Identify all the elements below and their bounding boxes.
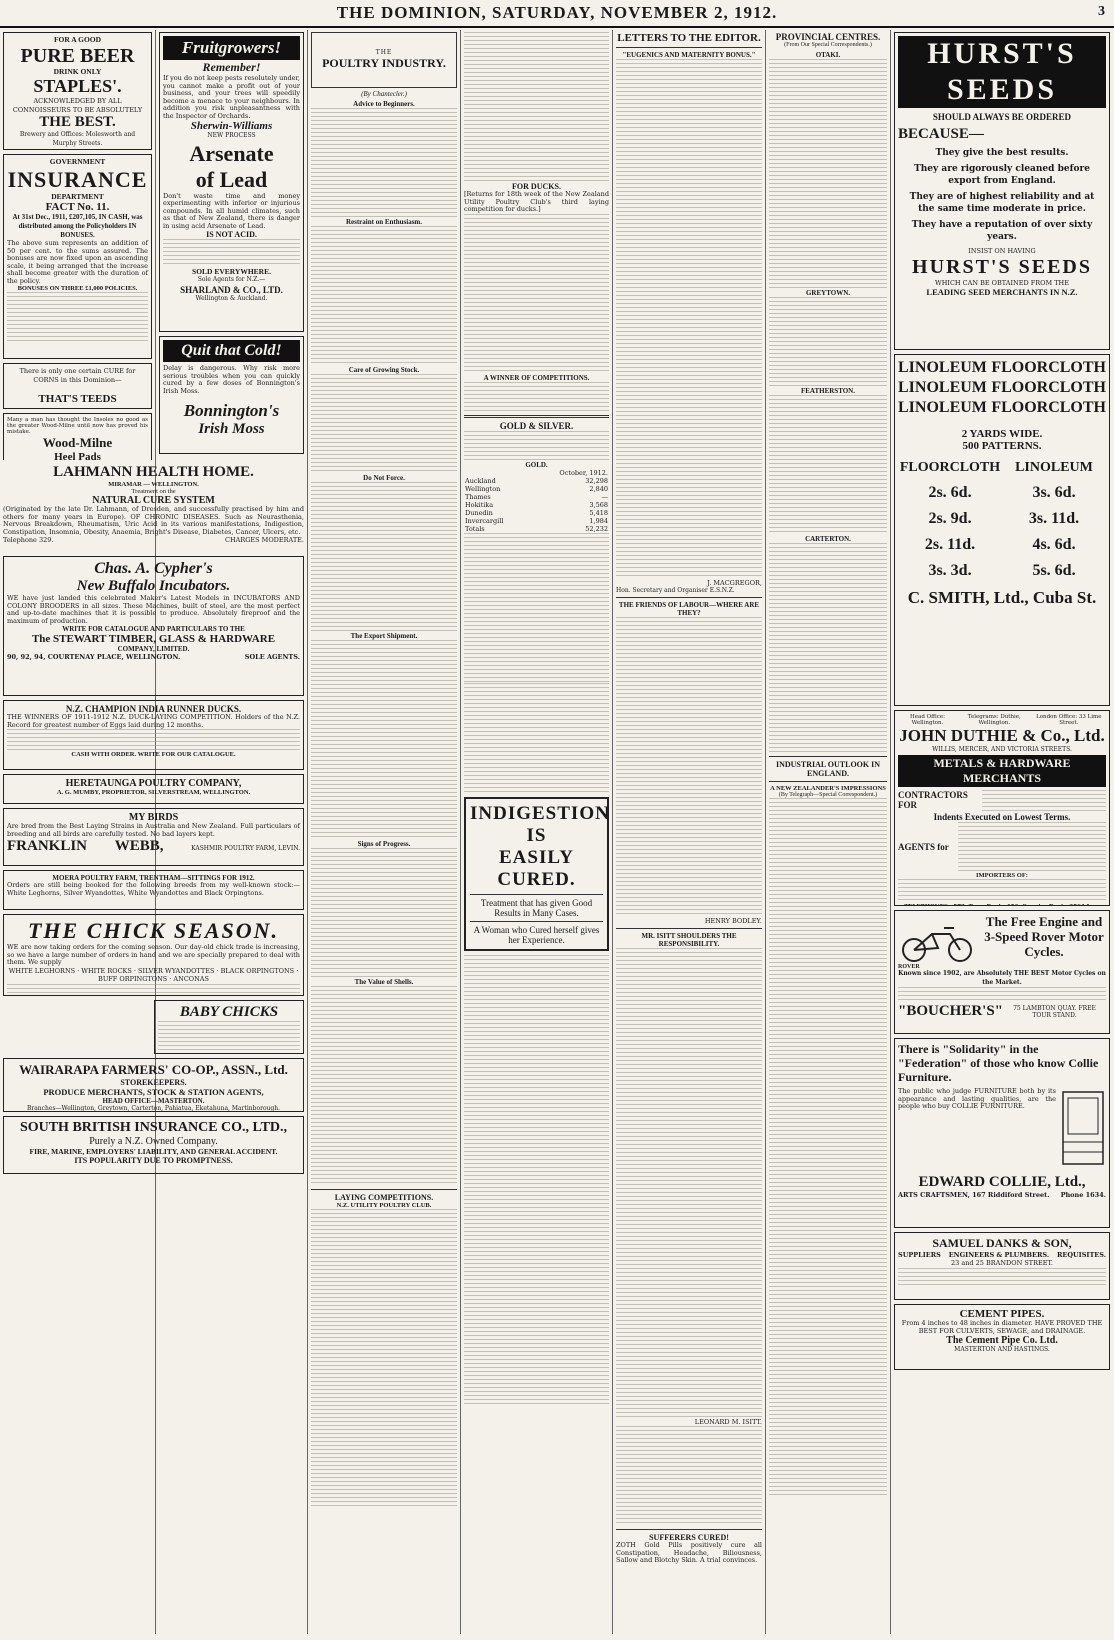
letter-text [616, 617, 762, 917]
ad-headline: THE CHICK SEASON. [27, 918, 279, 943]
collie-furniture-ad [894, 1038, 1110, 1228]
wood-milne-heel-pads-ad [3, 413, 152, 460]
ad-line: Wellington & Auckland. [195, 294, 268, 302]
column-7-ads [891, 30, 1113, 1634]
ad-line: STOREKEEPERS. [120, 1078, 187, 1087]
article-text [769, 798, 887, 1498]
table-cell-value: 1,984 [589, 516, 608, 525]
ad-firm: The STEWART TIMBER, GLASS & HARDWARE [31, 633, 276, 645]
subheading: CARTERTON. [805, 535, 851, 543]
indigestion-ad [464, 797, 609, 951]
ad-line: WRITE FOR CATALOGUE AND PARTICULARS TO THE [62, 625, 245, 633]
reason-item: They give the best results. [935, 148, 1069, 158]
hursts-seeds-ad [894, 32, 1110, 350]
ad-reasons [904, 147, 1100, 243]
price: 4s. 6d. [1032, 536, 1076, 553]
table-cell-value: — [601, 492, 608, 501]
ad-headline: PURE BEER [20, 44, 135, 67]
baby-chicks-ad: BABY CHICKS [154, 1000, 304, 1054]
ad-headline: Fruitgrowers! [163, 36, 300, 60]
ad-line: Treatment on the [131, 488, 176, 495]
subheading: INDUSTRIAL OUTLOOK IN ENGLAND. [775, 760, 881, 778]
column-4 [461, 30, 612, 1634]
ad-brand: Irish Moss [198, 421, 265, 437]
ad-line: Purely a N.Z. Owned Company. [89, 1136, 218, 1147]
ad-line: GOVERNMENT [49, 157, 106, 166]
silver-returns [464, 533, 609, 683]
ad-line: Sole Agents for N.Z.— [197, 276, 266, 283]
letter-text [616, 948, 762, 1418]
ad-line: CONTRACTORS FOR [898, 789, 968, 810]
masthead-title: THE DOMINION, SATURDAY, NOVEMBER 2, 1912. [336, 3, 778, 22]
ad-phone: Telephone 329. [3, 536, 54, 544]
ad-line: WHICH CAN BE OBTAINED FROM THE [935, 278, 1069, 287]
ad-headline: There is "Solidarity" in the "Federation" of those who know Collie Furniture. [898, 1042, 1099, 1084]
lino-row [898, 398, 1106, 418]
letter-text [616, 59, 762, 579]
ad-headline: of Lead [195, 166, 268, 192]
ad-headline: EASILY CURED. [497, 846, 576, 890]
ad-headline: Heel Pads [54, 451, 101, 460]
ad-headline: Quit that Cold! [163, 340, 300, 362]
ad-line: CHARGES MODERATE. [224, 536, 304, 544]
arsenate-of-lead-ad [159, 32, 304, 332]
article-text [769, 543, 887, 753]
table-cell-value: 3,568 [589, 500, 608, 509]
ad-headline: HURST'S SEEDS [912, 255, 1092, 278]
ad-headline: SEEDS [898, 72, 1106, 108]
subheading: A NEW ZEALANDER'S IMPRESSIONS [770, 785, 886, 792]
subheading: GOLD & SILVER. [499, 420, 574, 431]
price-grid [898, 480, 1106, 584]
price: 2s. 9d. [928, 510, 972, 527]
cement-pipes-ad [894, 1304, 1110, 1370]
table-cell-name: Invercargill [465, 516, 504, 525]
floorcloth-word: FLOORCLOTH [991, 399, 1106, 416]
ad-firm: EDWARD COLLIE, Ltd., [918, 1174, 1086, 1190]
subheading: Signs of Progress. [357, 840, 411, 848]
ad-headline: SOUTH BRITISH INSURANCE CO., LTD., [19, 1120, 288, 1135]
ad-body: Don't waste time and money experimenting with inferior or injurious compounds. In all humid climates, such as that of New Zealand, there is danger in using acid Arsenate of Lead. [163, 191, 300, 230]
ad-line: AGENTS for [898, 841, 949, 852]
ad-line: DEPARTMENT [51, 191, 104, 201]
ad-headline: CEMENT PIPES. [959, 1308, 1045, 1320]
table-total-label: Totals [465, 524, 485, 533]
table-cell-name: Hokitika [465, 500, 494, 509]
article-text [311, 640, 457, 840]
table-cell-value: 2,840 [589, 484, 608, 493]
ad-headline: LAHMANN HEALTH HOME. [53, 464, 254, 480]
table-cell-value: 32,298 [585, 476, 608, 485]
ad-headline: New Buffalo Incubators. [76, 578, 231, 594]
signature: LEONARD M. ISITT. [694, 1418, 762, 1426]
subheading: Care of Growing Stock. [348, 366, 420, 374]
results-table-continued [464, 32, 609, 182]
section-title: POULTRY INDUSTRY. [322, 56, 446, 70]
ad-firm: The Cement Pipe Co. Ltd. [946, 1335, 1058, 1346]
columns-1-2-lower [0, 554, 307, 1634]
moera-poultry-farm-ad [3, 870, 304, 910]
ad-body-illegible [7, 984, 300, 994]
wairarapa-farmers-ad [3, 1058, 304, 1112]
rover-motor-cycles-ad [894, 910, 1110, 1034]
section-subtitle: (From Our Special Correspondents.) [784, 42, 872, 48]
subheading: A WINNER OF COMPETITIONS. [483, 373, 590, 382]
reason-item: They are of highest reliability and at the same time moderate in price. [909, 192, 1095, 214]
ad-headline: MY BIRDS [128, 812, 179, 823]
ad-body: (Originated by the late Dr. Lahmann, of Dresden, and successfully practised by him and others for many years in Europe). OF CHRONIC DISEASES. Such as Neurasthenia, Nervous Breakdown, Rheumatism, Uric Acid in its various manifestations, Indigestion, Constipation, Insomnia, Obesity, Anaemia, Bright's Disease, Diabetes, Cancer, Ulcers, etc. [3, 505, 304, 536]
table-row [464, 493, 609, 501]
article-note: [Returns for 18th week of the New Zealand Utility Poultry Club's third laying competition for ducks.] [464, 190, 609, 213]
signature: HENRY BODLEY. [704, 917, 762, 925]
chick-season-ad [3, 914, 304, 996]
price: 3s. 3d. [928, 562, 972, 579]
ad-body-illegible [7, 729, 300, 751]
floorcloth-word: FLOORCLOTH [991, 379, 1106, 396]
ad-line: NATURAL CURE SYSTEM [92, 495, 215, 506]
ad-name: FRANKLIN [7, 838, 88, 854]
ad-body: Delay is dangerous. Why risk more serious troubles when you can quickly cured by a few doses of Bonnington's Irish Moss. [163, 364, 300, 395]
ad-address: KASHMIR POULTRY FARM, LEVIN. [191, 845, 300, 852]
article-text [464, 955, 609, 1405]
ad-headline: INSURANCE [7, 166, 148, 192]
ad-line: FIRE, MARINE, EMPLOYERS' LIABILITY, AND GENERAL ACCIDENT. [29, 1147, 278, 1156]
lino-word: LINOLEUM [898, 359, 987, 376]
ad-line: REQUISITES. [1057, 1251, 1106, 1259]
ad-line: THE BEST. [39, 114, 116, 130]
ad-body: WE have just landed this celebrated Maker's Latest Models in INCUBATORS AND COLONY BROODERS in all sizes. These Machines, built of steel, are the most perfect and up-to-date machines that it is possible to produce. Absolutely fireproof and the maximum of production. [7, 594, 300, 625]
article-text [311, 108, 457, 218]
subheading: "EUGENICS AND MATERNITY BONUS." [622, 51, 756, 59]
ad-brand: Bonnington's [183, 401, 280, 420]
subheading: The Value of Shells. [354, 978, 414, 986]
section-title: PROVINCIAL CENTRES. [775, 32, 881, 42]
cypher-incubators-ad [3, 556, 304, 696]
ad-address [7, 994, 300, 997]
ad-line: FACT No. 11. [45, 201, 110, 213]
ad-line: A Woman who Cured herself gives her Experience. [473, 924, 600, 945]
john-duthie-ad [894, 710, 1110, 906]
bonningtons-irish-moss-ad [159, 336, 304, 454]
subheading: FEATHERSTON. [800, 387, 855, 395]
ducks-results-table [464, 214, 609, 374]
lahmann-health-home-ad [0, 462, 307, 550]
linoleum-floorcloth-ad [894, 354, 1110, 706]
column-5-letters [613, 30, 765, 1634]
south-british-insurance-ad [3, 1116, 304, 1174]
ad-brand: THAT'S TEEDS [38, 393, 117, 405]
samuel-danks-ad [894, 1232, 1110, 1300]
ad-body: ZOTH Gold Pills positively cure all Constipation, Headache, Biliousness, Sallow and Blotchy Skin. A trial convinces. [616, 1541, 762, 1564]
ad-line: SHOULD ALWAYS BE ORDERED [932, 112, 1072, 122]
ad-line: Treatment that has given Good Results in Many Cases. [480, 897, 593, 918]
ad-line: PRODUCE MERCHANTS, STOCK & STATION AGENTS, [43, 1087, 264, 1097]
page-number: 3 [1098, 4, 1106, 19]
ad-headline: MOERA POULTRY FARM, TRENTHAM—SITTINGS FOR 1912. [52, 874, 255, 882]
ad-address: Brewery and Offices: Molesworth and Murphy Streets. [19, 131, 136, 147]
price: 3s. 11d. [1028, 510, 1080, 527]
ad-line: ACKNOWLEDGED BY ALL CONNOISSEURS TO BE ABSOLUTELY [12, 97, 143, 114]
subheading: LAYING COMPETITIONS. [334, 1193, 434, 1202]
signature-title: Hon. Secretary and Organiser E.S.N.Z. [616, 587, 735, 594]
ad-headline: Wood-Milne [42, 435, 113, 450]
letter-text [616, 1426, 762, 1526]
wardrobe-icon [1060, 1088, 1106, 1168]
ad-line: CASH WITH ORDER. WRITE FOR OUR CATALOGUE. [71, 751, 236, 758]
ad-line: SOLD EVERYWHERE. [192, 267, 271, 276]
price-column-header: FLOORCLOTH [899, 460, 1001, 475]
lino-word: LINOLEUM [898, 399, 987, 416]
ad-line: A. G. MUMBY, PROPRIETOR, SILVERSTREAM, WELLINGTON. [56, 789, 251, 796]
ad-line: Head Office: Wellington. [910, 714, 945, 726]
price: 5s. 6d. [1032, 562, 1076, 579]
teeds-corn-cure-ad [3, 363, 152, 409]
article-text [311, 374, 457, 474]
ad-line: COMPANY, LIMITED. [117, 645, 190, 653]
ad-body: Orders are still being booked for the following breeds from my well-known stock:—White Leghorns, Silver Wyandottes, White Wyandottes and Black Orpingtons. [7, 881, 300, 897]
ad-body-illegible [163, 239, 300, 267]
ad-line: INSIST ON HAVING [968, 247, 1036, 255]
article-text [769, 59, 887, 289]
subheading: The Export Shipment. [350, 632, 418, 640]
ad-line: At 31st Dec., 1911, £207,105, IN CASH, was distributed among the Policyholders IN BONUSES. [12, 213, 143, 239]
ad-line: FOR A GOOD [53, 35, 102, 44]
article-text [464, 382, 609, 412]
ad-firm: SHARLAND & CO., LTD. [180, 284, 283, 295]
subheading: GREYTOWN. [805, 289, 851, 297]
ad-address: 75 LAMBTON QUAY. FREE TOUR STAND. [1013, 1004, 1096, 1019]
competition-results [311, 1209, 457, 1509]
article-text [464, 683, 609, 793]
subheading: THE FRIENDS OF LABOUR—WHERE ARE THEY? [618, 601, 760, 617]
subheading: Restraint on Enthusiasm. [345, 218, 423, 226]
table-cell-name: Wellington [465, 484, 501, 493]
ad-headline: JOHN DUTHIE & Co., Ltd. [899, 726, 1105, 745]
ad-body-illegible [158, 1021, 300, 1051]
floorcloth-word: FLOORCLOTH [991, 359, 1106, 376]
table-row [464, 485, 609, 493]
byline: (By Chantecler.) [361, 90, 407, 98]
ad-line: 500 PATTERNS. [962, 440, 1042, 452]
table-row [464, 517, 609, 525]
ad-line: 2 YARDS WIDE. [961, 428, 1043, 440]
bonus-table-illegible [7, 292, 148, 342]
lino-row [898, 378, 1106, 398]
table-total-value: 52,232 [585, 524, 608, 533]
ad-line: MIRAMAR — WELLINGTON. [108, 481, 199, 488]
price: 3s. 6d. [1032, 484, 1076, 501]
reason-item: They have a reputation of over sixty years. [911, 220, 1093, 242]
ad-brand: ROVER [898, 964, 920, 970]
ad-headline: The Free Engine and 3-Speed Rover Motor Cycles. [984, 914, 1104, 959]
ad-line: HEAD OFFICE—MASTERTON. [102, 1097, 205, 1105]
ad-line: IS NOT ACID. [206, 230, 257, 239]
poultry-industry-masthead: THE POULTRY INDUSTRY. [311, 32, 457, 88]
staples-beer-ad [3, 32, 152, 150]
ad-name: WEBB, [114, 838, 164, 854]
column-2-top [156, 30, 307, 460]
table-title: GOLD. [525, 460, 548, 469]
ad-line: There is only one certain CURE for CORNS in this Dominion— [19, 367, 136, 384]
article-text [311, 986, 457, 1186]
ad-line: LEADING SEED MERCHANTS IN N.Z. [926, 287, 1078, 297]
ad-headline: INDIGESTION IS [470, 802, 610, 846]
india-runner-ducks-ad [3, 700, 304, 770]
subheading: OTAKI. [815, 51, 841, 59]
table-cell-name: Dunedin [465, 508, 493, 517]
table-header: October, 1912. [559, 468, 608, 477]
ad-list: WHITE LEGHORNS · WHITE ROCKS · SILVER WYANDOTTES · BLACK ORPINGTONS · BUFF ORPINGTONS · ANCONAS [8, 966, 299, 983]
ad-banner: METALS & HARDWARE MERCHANTS [898, 755, 1106, 787]
subheading: N.Z. UTILITY POULTRY CLUB. [336, 1202, 432, 1209]
price: 2s. 11d. [924, 536, 976, 553]
ad-address: 90, 92, 94, COURTENAY PLACE, WELLINGTON. [7, 653, 181, 661]
ad-brand: STAPLES'. [33, 76, 122, 96]
ad-line: SUPPLIERS [898, 1251, 941, 1259]
government-insurance-ad [3, 154, 152, 359]
price: 2s. 6d. [928, 484, 972, 501]
ad-table-title: BONUSES ON THREE £1,000 POLICIES. [17, 285, 138, 292]
ad-body: Are bred from the Best Laying Strains in Australia and New Zealand. Full particulars of breeding and all birds are carefully tested. No bad layers kept. [7, 822, 300, 838]
ad-line: IMPORTERS OF: [976, 871, 1028, 879]
ad-body: Known since 1902, are Absolutely THE BEST Motor Cycles on the Market. [898, 970, 1106, 986]
ad-address: 23 and 25 BRANDON STREET. [951, 1259, 1053, 1267]
ad-headline: SAMUEL DANKS & SON, [932, 1236, 1072, 1250]
ad-headline: Arsenate [189, 140, 274, 166]
ad-line: ITS POPULARITY DUE TO PROMPTNESS. [74, 1156, 233, 1165]
ad-body: From 4 inches to 48 inches in diameter. HAVE PROVED THE BEST FOR CULVERTS, SEWAGE, and DRAINAGE. [901, 1319, 1103, 1335]
my-birds-ad [3, 808, 304, 866]
ad-address: ARTS CRAFTSMEN, 167 Riddiford Street. [898, 1191, 1050, 1199]
column-1-top [0, 30, 155, 460]
subheading: MR. ISITT SHOULDERS THE RESPONSIBILITY. [641, 932, 737, 948]
ad-headline: WAIRARAPA FARMERS' CO-OP., ASSN., Ltd. [19, 1062, 288, 1077]
ad-brand: "BOUCHER'S" [898, 1003, 1004, 1019]
column-3-poultry-industry [308, 30, 460, 1634]
subheading: Do Not Force. [363, 474, 405, 482]
article-text [769, 297, 887, 387]
ad-phone: Phone 1634. [1060, 1191, 1106, 1199]
ad-line: BECAUSE— [898, 126, 984, 142]
ad-line: Telegrams: Duthie, Wellington. [967, 714, 1021, 726]
ad-body: WE are now taking orders for the coming season. Our day-old chick trade is increasing, so we have a large number of orders in hand and we are specially prepared to deal with them. We supply [7, 943, 300, 966]
article-text [769, 395, 887, 535]
table-row [464, 477, 609, 485]
article-text [311, 226, 457, 366]
ad-body: The above sum represents an addition of 50 per cent. to the sums assured. The bonuses are now fixed upon an ascending scale, it being arranged that the increase shall become greater with the duration of the policy. [7, 239, 148, 285]
ad-headline: SUFFERERS CURED! [649, 1533, 729, 1542]
ad-headline: HURST'S [898, 36, 1106, 72]
ad-line: DRINK ONLY [53, 66, 102, 76]
ad-line: Remember! [202, 60, 261, 74]
lino-headlines [898, 358, 1106, 418]
ad-body: If you do not keep pests resolutely under, you cannot make a profit out of your business, and your trees will speedily become a menace to your neighbours. In addition you risk unpleasantness with the Inspector of Orchards. [163, 74, 300, 120]
table-row [464, 509, 609, 517]
table-cell-value: 5,418 [589, 508, 608, 517]
table-cell-name: Thames [465, 492, 491, 501]
ad-line: Many a man has thought the Insoles no good as the greater Wood-Milne until now has proved his mistake. [7, 417, 148, 435]
ad-line: WILLIS, MERCER, AND VICTORIA STREETS. [932, 746, 1072, 753]
ad-address: MASTERTON AND HASTINGS. [954, 1346, 1050, 1353]
article-text [464, 431, 609, 461]
gold-returns-table [464, 469, 609, 533]
ad-body: The public who judge FURNITURE both by its appearance and lasting qualities, are the people who buy COLLIE FURNITURE. [898, 1087, 1056, 1110]
subheading: FOR DUCKS. [512, 182, 561, 191]
column-6-provincial [766, 30, 890, 1634]
ad-line: NEW PROCESS [207, 132, 256, 139]
signature: J. MACGREGOR, [707, 579, 762, 587]
table-cell-name: Auckland [465, 476, 496, 485]
lino-word: LINOLEUM [898, 379, 987, 396]
table-row [464, 501, 609, 509]
article-note: (By Telegraph—Special Correspondent.) [778, 792, 878, 798]
price-column-header: LINOLEUM [1015, 460, 1093, 475]
ad-body: THE WINNERS OF 1911-1912 N.Z. DUCK-LAYING COMPETITION. Holders of the N.Z. Record for greatest number of Eggs laid during 12 months. [7, 713, 300, 729]
reason-item: They are rigorously cleaned before export from England. [914, 164, 1090, 186]
ad-line: SOLE AGENTS. [244, 653, 300, 661]
subheading: Advice to Beginners. [353, 100, 415, 108]
ad-line: Branches—Wellington, Greytown, Carterton, Pahiatua, Eketahuna, Martinborough. [26, 1105, 281, 1112]
ad-firm: C. SMITH, Ltd., Cuba St. [907, 588, 1097, 607]
ad-headline: N.Z. CHAMPION INDIA RUNNER DUCKS. [65, 704, 242, 714]
ad-brand: Sherwin-Williams [190, 120, 273, 132]
ad-headline: HERETAUNGA POULTRY COMPANY, [65, 778, 242, 789]
article-text [311, 482, 457, 632]
ad-line: ENGINEERS & PLUMBERS. [948, 1251, 1050, 1259]
masthead [0, 0, 1114, 28]
lino-row [898, 358, 1106, 378]
ad-headline: Chas. A. Cypher's [94, 560, 213, 577]
article-text [311, 848, 457, 978]
ad-line: Indents Executed on Lowest Terms. [933, 811, 1071, 822]
ad-line: London Office: 33 Lime Street. [1036, 714, 1102, 726]
heretaunga-poultry-ad [3, 774, 304, 804]
motorcycle-icon [898, 914, 978, 964]
ad-phone [898, 903, 1106, 907]
section-title: LETTERS TO THE EDITOR. [617, 32, 761, 44]
